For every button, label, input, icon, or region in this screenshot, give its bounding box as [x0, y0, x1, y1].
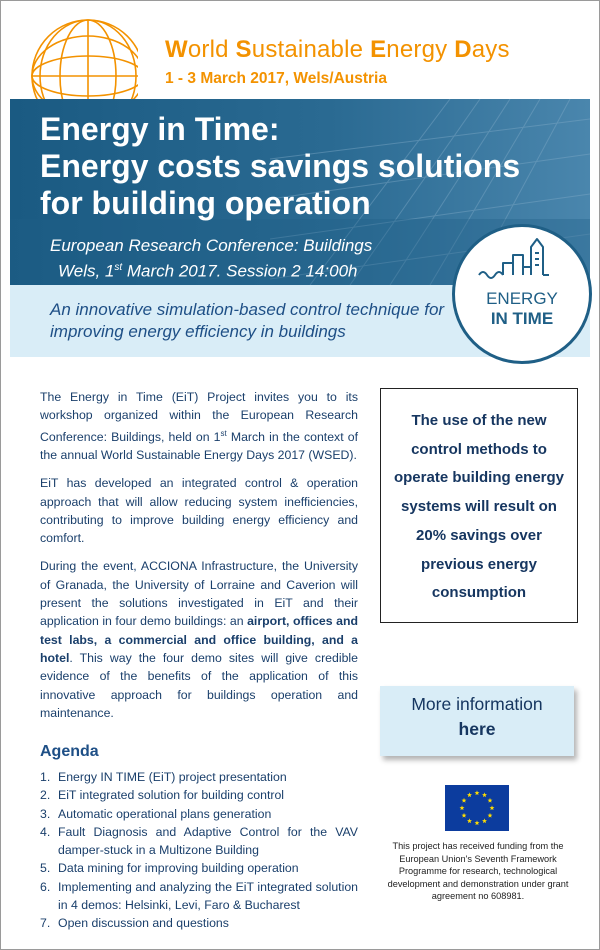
- eu-star: [475, 820, 480, 825]
- intro-paragraph-2: EiT has developed an integrated control & operation approach that will allow reducing system inefficiencies, contributing to improve building energy efficiency and comfort.: [40, 476, 358, 546]
- agenda-item: 7. Open discussion and questions: [40, 916, 229, 931]
- agenda-heading: Agenda: [40, 743, 99, 760]
- more-information-link[interactable]: here: [458, 719, 496, 739]
- eu-star: [460, 805, 465, 810]
- eu-star: [475, 790, 480, 795]
- agenda-list: [40, 768, 358, 933]
- logo-line-1: ENERGY: [486, 289, 558, 308]
- agenda-item: 1. Energy IN TIME (EiT) project presentation: [40, 770, 287, 784]
- eu-star: [462, 798, 467, 803]
- eu-flag-icon: [445, 785, 509, 831]
- funding-notice: This project has received funding from the European Union's Seventh Framework Programme for research, technological development and demonstration under grant agreement no 608981.: [387, 841, 569, 901]
- session-info: Wels, 1st March 2017. Session 2 14:00h: [58, 261, 358, 281]
- eu-star: [490, 805, 495, 810]
- intro-paragraph-1: The Energy in Time (EiT) Project invites you to its workshop organized within the European Research Conference: Buildings, held on 1st March in the context of the annual World Sustainable Energy Days 2017 (WSED).: [40, 390, 358, 462]
- eu-star: [488, 813, 493, 818]
- banner-title: Energy in Time: Energy costs savings solutions for building operation: [40, 111, 521, 221]
- eu-star: [467, 818, 472, 823]
- agenda-item: 3. Automatic operational plans generation: [40, 806, 272, 821]
- skyline-icon: [477, 237, 567, 287]
- more-information-label: More information: [411, 694, 543, 714]
- eu-star: [482, 818, 487, 823]
- more-information-box[interactable]: [380, 686, 574, 756]
- agenda-item: 6. Implementing and analyzing the EiT integrated solution in 4 demos: Helsinki, Levi, Faro & Bucharest: [40, 879, 358, 913]
- agenda-item: 4. Fault Diagnosis and Adaptive Control for the VAV damper-stuck in a Multizone Building: [40, 824, 358, 858]
- intro-paragraph-3: During the event, ACCIONA Infrastructure, the University of Granada, the University of Lorraine and Caverion will present the solutions investigated in EiT and their application in four demo buildings: an airport, offices and test labs, a commercial and office building, and a hotel. This way the four demo sites will give credible evidence of the benefits of the application of this innovative approach for buildings operation and maintenance.: [40, 559, 358, 720]
- event-title: World Sustainable Energy Days: [165, 36, 510, 63]
- eu-star: [488, 798, 493, 803]
- agenda-item: 2. EiT integrated solution for building control: [40, 788, 285, 803]
- savings-quote-box: The use of the new control methods to operate building energy systems will result on 20% savings over previous energy consumption: [380, 388, 578, 623]
- agenda-item: 5. Data mining for improving building operation: [40, 861, 299, 876]
- logo-line-2: IN TIME: [490, 309, 554, 328]
- event-date: 1 - 3 March 2017, Wels/Austria: [165, 70, 387, 87]
- wsed-globe-logo: [18, 18, 138, 108]
- conference-info: [50, 235, 372, 283]
- eu-star: [462, 813, 467, 818]
- energy-in-time-logo: [452, 224, 592, 364]
- eu-star: [482, 792, 487, 797]
- eu-star: [467, 792, 472, 797]
- subtitle: An innovative simulation-based control technique for improving energy efficiency in buildings: [50, 300, 445, 341]
- conference-name: European Research Conference: Buildings: [50, 236, 373, 255]
- intro-text: [40, 388, 358, 732]
